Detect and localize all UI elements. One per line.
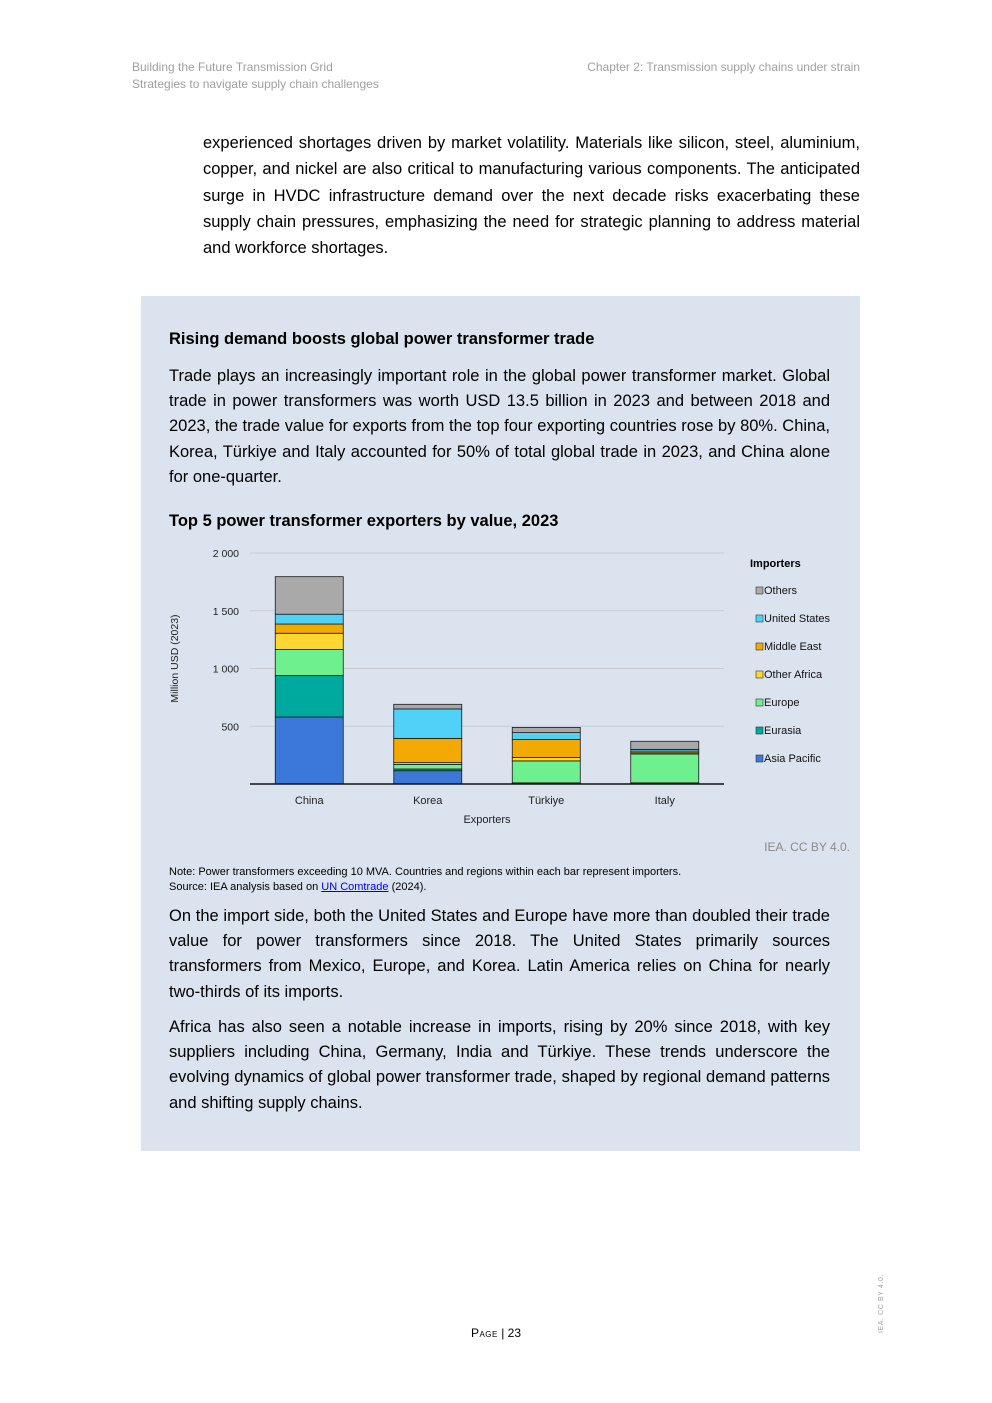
legend-label: Eurasia bbox=[764, 725, 802, 737]
legend-label: Middle East bbox=[764, 641, 822, 653]
chart-bars bbox=[275, 577, 699, 784]
x-axis-title: Exporters bbox=[463, 814, 511, 826]
legend-swatch bbox=[756, 699, 763, 706]
page-number: 23 bbox=[507, 1326, 522, 1340]
legend-swatch bbox=[756, 615, 763, 622]
bar-segment bbox=[275, 577, 343, 615]
bar-segment bbox=[275, 614, 343, 624]
y-axis-title: Million USD (2023) bbox=[169, 614, 181, 703]
intro-paragraph: experienced shortages driven by market volatility. Materials like silicon, steel, aluminium, copper, and nickel are also critical to manufacturing various components. The anticipated surge in HVDC infrastructure demand over the next decade risks exacerbating these supply chain pressures, emphasizing the need for strategic planning to address material and workforce shortages. bbox=[203, 134, 860, 258]
box-paragraph-1: Trade plays an increasingly important role in the global power transformer market. Global trade in power transformers was worth USD 13.5 billion in 2023 and between 2018 and 2023, the trade value for exports from the top four exporting countries rose by 80%. China, Korea, Türkiye and Italy accounted for 50% of total global trade in 2023, and China alone for one-quarter. bbox=[169, 367, 830, 486]
page-separator: | bbox=[497, 1326, 508, 1340]
un-comtrade-link[interactable]: UN Comtrade bbox=[321, 881, 389, 893]
bar-segment bbox=[394, 709, 462, 738]
bar-segment bbox=[275, 624, 343, 633]
bar-segment bbox=[275, 633, 343, 649]
bar-segment bbox=[394, 704, 462, 709]
y-tick-label: 2 000 bbox=[212, 548, 239, 560]
legend-swatch bbox=[756, 727, 763, 734]
running-header-left bbox=[132, 59, 379, 93]
source-suffix: (2024). bbox=[388, 881, 427, 893]
chart-credit: IEA. CC BY 4.0. bbox=[764, 840, 850, 854]
box-paragraph-2: On the import side, both the United States and Europe have more than doubled their trade value for power transformers since 2018. The United States primarily sources transformers from Mexico, Europe, and Korea. Latin America relies on China for nearly two-thirds of its imports. bbox=[169, 907, 830, 1001]
y-tick-label: 1 000 bbox=[212, 663, 239, 676]
legend-swatch bbox=[756, 643, 763, 650]
box-title: Rising demand boosts global power transformer trade bbox=[169, 330, 595, 348]
stacked-bar-chart bbox=[141, 536, 860, 836]
legend-label: United States bbox=[764, 613, 831, 625]
bar-segment bbox=[631, 754, 699, 783]
bar-segment bbox=[394, 764, 462, 769]
y-tick-label: 1 500 bbox=[212, 605, 239, 618]
chart-title: Top 5 power transformer exporters by value, 2023 bbox=[169, 512, 559, 530]
x-tick-label: Italy bbox=[654, 795, 675, 807]
bar-segment bbox=[394, 738, 462, 762]
x-axis-tick-labels bbox=[295, 795, 675, 807]
bar-stack bbox=[512, 727, 580, 784]
bar-segment bbox=[512, 761, 580, 783]
chart-legend bbox=[750, 558, 831, 765]
bar-segment bbox=[512, 757, 580, 760]
x-tick-label: Türkiye bbox=[528, 795, 565, 807]
legend-swatch bbox=[756, 671, 763, 678]
page-footer bbox=[0, 1326, 992, 1340]
y-axis-tick-labels bbox=[213, 548, 239, 733]
chart-note: Note: Power transformers exceeding 10 MVA. Countries and regions within each bar represent importers. bbox=[169, 866, 682, 878]
bar-segment bbox=[512, 727, 580, 732]
bar-segment bbox=[631, 741, 699, 749]
side-credit: IEA. CC BY 4.0. bbox=[878, 1273, 885, 1333]
source-prefix: Source: IEA analysis based on bbox=[169, 881, 322, 893]
legend-title: Importers bbox=[750, 558, 801, 570]
highlight-box bbox=[141, 296, 860, 1151]
bar-stack bbox=[275, 577, 343, 784]
legend-swatch bbox=[756, 587, 763, 594]
y-tick-label: 500 bbox=[221, 721, 239, 734]
bar-segment bbox=[512, 733, 580, 740]
x-tick-label: Korea bbox=[413, 795, 443, 807]
chart-notes bbox=[169, 865, 681, 895]
bar-segment bbox=[275, 717, 343, 784]
bar-segment bbox=[275, 649, 343, 675]
box-paragraph-3: Africa has also seen a notable increase in imports, rising by 20% since 2018, with key suppliers including China, Germany, India and Türkiye. These trends underscore the evolving dynamics of global power transformer trade, shaped by regional demand patterns and shifting supply chains. bbox=[169, 1018, 830, 1112]
legend-swatch bbox=[756, 755, 763, 762]
bar-segment bbox=[394, 771, 462, 784]
legend-label: Others bbox=[764, 585, 798, 597]
legend-label: Europe bbox=[764, 697, 800, 709]
page-label: Page bbox=[470, 1326, 498, 1340]
x-tick-label: China bbox=[294, 795, 324, 807]
bar-segment bbox=[275, 675, 343, 717]
header-doc-subtitle: Strategies to navigate supply chain challenges bbox=[132, 77, 379, 91]
legend-label: Asia Pacific bbox=[764, 753, 821, 765]
chart-source bbox=[169, 880, 681, 895]
bar-stack bbox=[631, 741, 699, 784]
running-header-chapter: Chapter 2: Transmission supply chains under strain bbox=[587, 60, 860, 74]
bar-stack bbox=[394, 704, 462, 784]
header-doc-title: Building the Future Transmission Grid bbox=[132, 60, 333, 74]
legend-label: Other Africa bbox=[764, 669, 823, 681]
bar-segment bbox=[512, 740, 580, 758]
